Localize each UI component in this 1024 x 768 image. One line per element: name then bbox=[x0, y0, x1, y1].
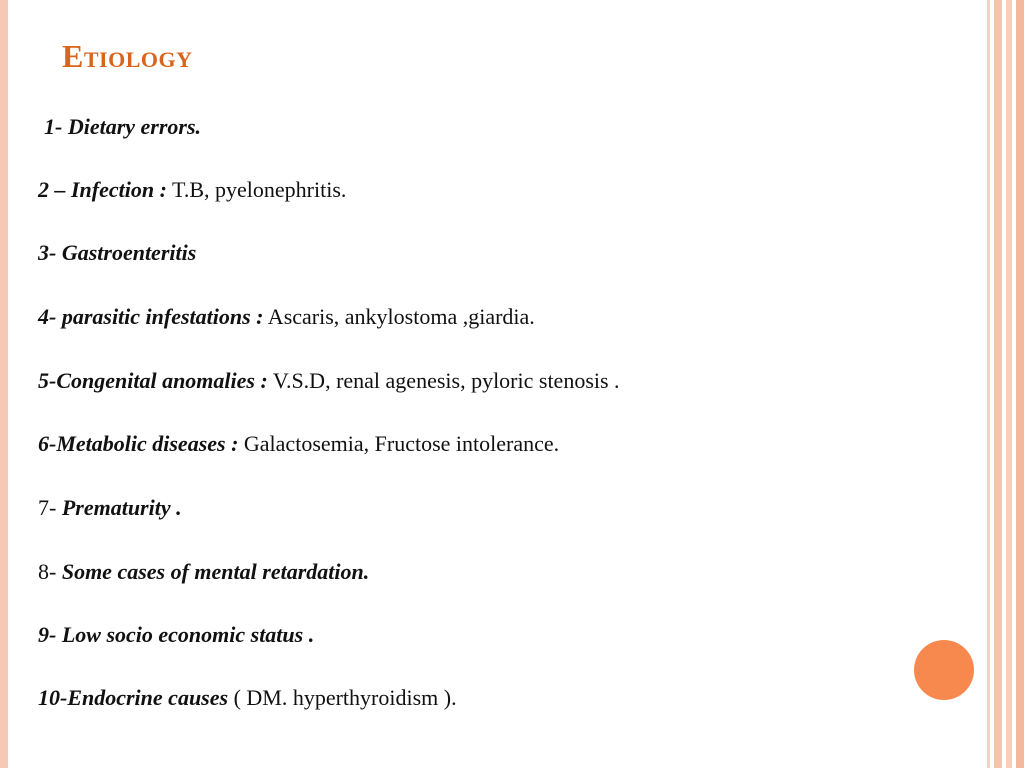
item-detail: Ascaris, ankylostoma ,giardia. bbox=[263, 304, 535, 329]
item-label: Prematurity . bbox=[61, 495, 182, 520]
list-item bbox=[38, 240, 196, 266]
left-border bbox=[0, 0, 8, 768]
list-item bbox=[38, 368, 620, 394]
list-item bbox=[38, 495, 182, 521]
list-item bbox=[38, 304, 535, 330]
list-item bbox=[44, 114, 201, 140]
item-detail: V.S.D, renal agenesis, pyloric stenosis . bbox=[267, 368, 620, 393]
decorative-circle bbox=[914, 640, 974, 700]
item-label: 1- Dietary errors. bbox=[44, 114, 202, 139]
item-number: 8- bbox=[38, 559, 62, 584]
list-item bbox=[38, 177, 346, 203]
item-detail: ( DM. hyperthyroidism ). bbox=[228, 685, 457, 710]
right-border-stripes bbox=[982, 0, 1024, 768]
item-label: 2 – Infection : bbox=[38, 177, 167, 202]
item-label: 6-Metabolic diseases : bbox=[38, 431, 239, 456]
item-number: 7- bbox=[38, 495, 62, 520]
item-label: 3- Gastroenteritis bbox=[38, 240, 197, 265]
list-item bbox=[38, 622, 314, 648]
item-detail: T.B, pyelonephritis. bbox=[166, 177, 347, 202]
item-label: 9- Low socio economic status . bbox=[38, 622, 315, 647]
slide-title: Etiology bbox=[62, 38, 193, 74]
item-label: 5-Congenital anomalies : bbox=[38, 368, 268, 393]
item-label: 4- parasitic infestations : bbox=[38, 304, 264, 329]
item-detail: Galactosemia, Fructose intolerance. bbox=[238, 431, 560, 456]
list-item bbox=[38, 431, 559, 457]
item-label: 10-Endocrine causes bbox=[38, 685, 229, 710]
list-item bbox=[38, 685, 457, 711]
item-label: Some cases of mental retardation. bbox=[61, 559, 370, 584]
list-item bbox=[38, 559, 369, 585]
